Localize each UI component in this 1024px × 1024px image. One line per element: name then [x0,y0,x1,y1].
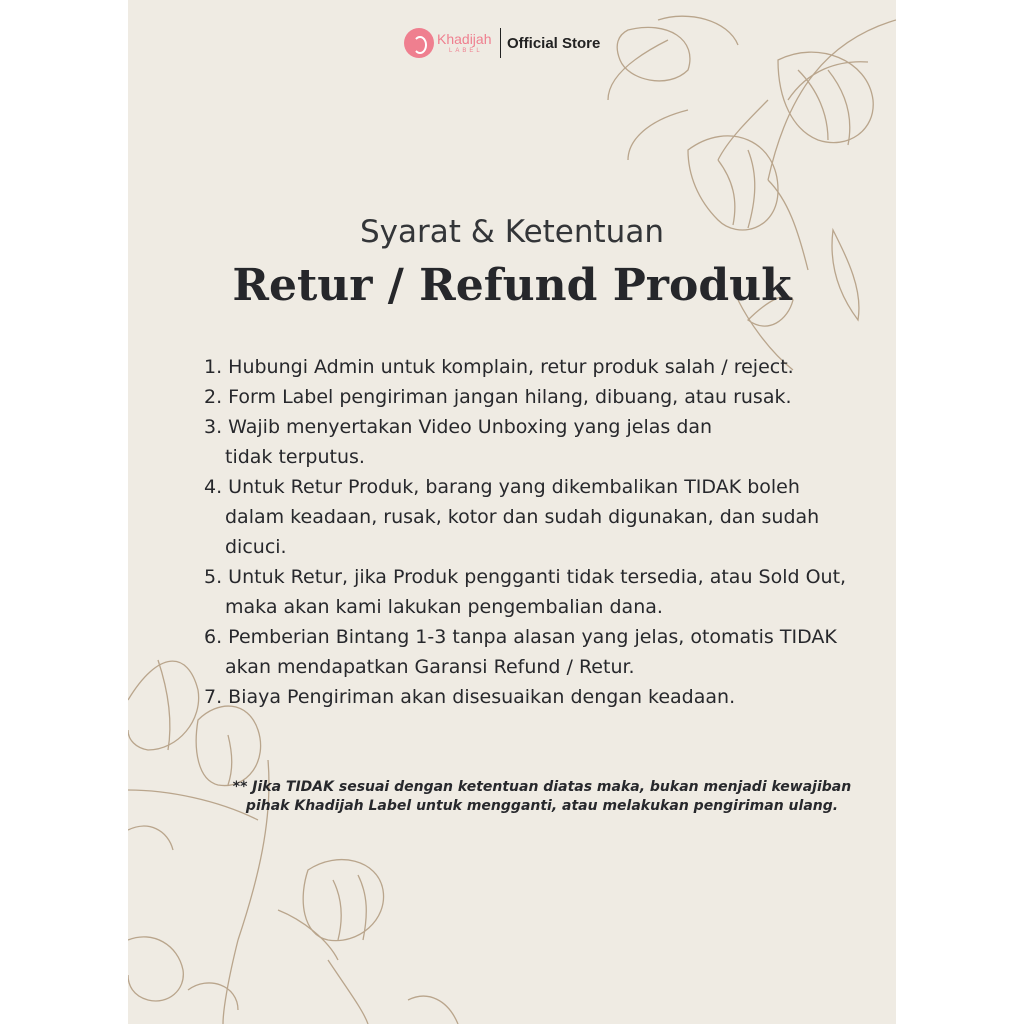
term-item: 1. Hubungi Admin untuk komplain, retur produk salah / reject. [204,356,794,378]
official-store-label: Official Store [507,34,601,52]
disclaimer-line-1: ** Jika TIDAK sesuai dengan ketentuan diatas maka, bukan menjadi kewajiban [232,779,852,795]
page-subtitle: Syarat & Ketentuan [360,214,664,250]
term-item: 7. Biaya Pengiriman akan disesuaikan dengan keadaan. [204,686,736,708]
terms-list [204,352,870,712]
page-title: Retur / Refund Produk [232,260,792,311]
khadijah-logo-icon [404,28,434,58]
brand-divider [500,28,502,58]
disclaimer-line-2: pihak Khadijah Label untuk mengganti, atau melakukan pengiriman ulang. [245,798,839,814]
poster [128,0,896,1024]
brand-sub: LABEL [449,48,483,54]
disclaimer-note [168,778,896,816]
brand-logo-text [437,32,492,54]
term-item: 5. Untuk Retur, jika Produk pengganti tidak tersedia, atau Sold Out, maka akan kami lakukan pengembalian dana. [204,566,847,618]
term-item: 2. Form Label pengiriman jangan hilang, dibuang, atau rusak. [204,386,792,408]
term-item: 4. Untuk Retur Produk, barang yang dikembalikan TIDAK boleh dalam keadaan, rusak, kotor dan sudah digunakan, dan sudah dicuci. [204,476,820,558]
brand-name: Khadijah [437,31,492,47]
brand-header [404,28,600,58]
term-item: 3. Wajib menyertakan Video Unboxing yang jelas dan tidak terputus. [204,416,713,468]
term-item: 6. Pemberian Bintang 1-3 tanpa alasan yang jelas, otomatis TIDAK akan mendapatkan Garansi Refund / Retur. [204,626,837,678]
